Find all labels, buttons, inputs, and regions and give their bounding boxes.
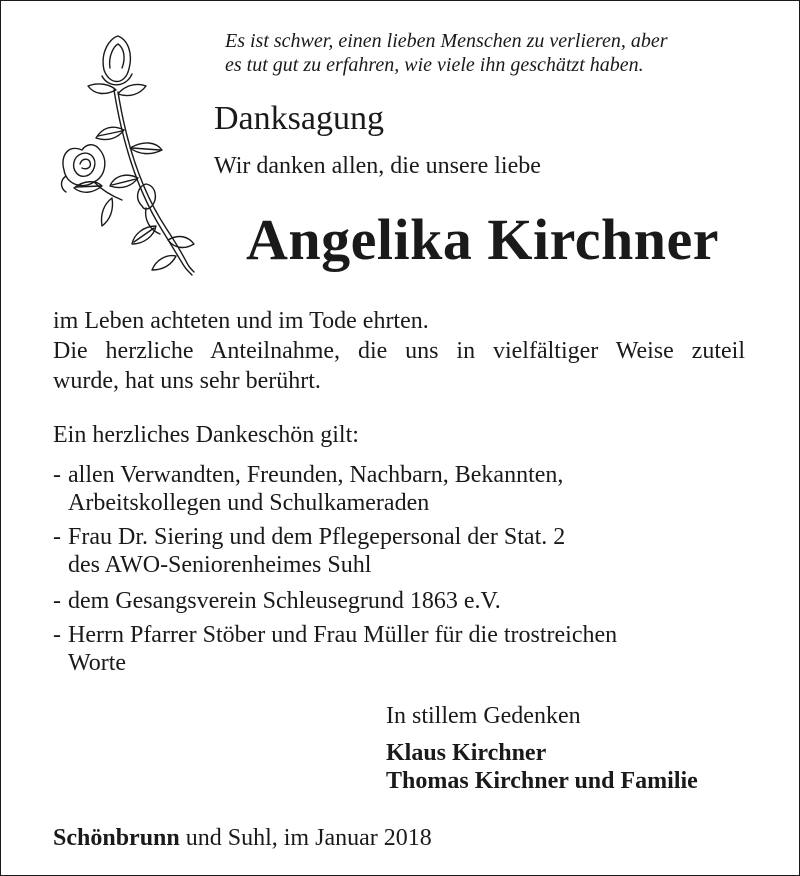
list-item: Frau Dr. Siering und dem Pflegepersonal der Stat. 2 xyxy=(68,524,566,550)
list-item: Herrn Pfarrer Stöber und Frau Müller für die trostreichen xyxy=(68,622,618,648)
date-text: und Suhl, im Januar 2018 xyxy=(179,825,432,851)
list-item-continuation: Arbeitskollegen und Schulkameraden xyxy=(68,490,430,516)
list-bullet: - xyxy=(53,588,61,614)
list-item: allen Verwandten, Freunden, Nachbarn, Bekannten, xyxy=(68,462,564,488)
body-line-3: wurde, hat uns sehr berührt. xyxy=(53,368,321,394)
list-bullet: - xyxy=(53,524,61,550)
list-item-continuation: des AWO-Seniorenheimes Suhl xyxy=(68,552,372,578)
heading: Danksagung xyxy=(214,100,384,137)
thanks-intro: Ein herzliches Dankeschön gilt: xyxy=(53,422,359,448)
body-line-2: Die herzliche Anteilnahme, die uns in vielfältiger Weise zuteil xyxy=(53,338,745,364)
list-bullet: - xyxy=(53,462,61,488)
rose-icon xyxy=(52,30,202,280)
place-date xyxy=(53,825,432,852)
body-line-1: im Leben achteten und im Tode ehrten. xyxy=(53,308,429,334)
intro-text: Wir danken allen, die unsere liebe xyxy=(214,153,541,179)
deceased-name: Angelika Kirchner xyxy=(246,207,720,272)
place-name: Schönbrunn xyxy=(53,825,180,851)
closing-text: In stillem Gedenken xyxy=(386,703,581,729)
quote-line-2: es tut gut zu erfahren, wie viele ihn geschätzt haben. xyxy=(225,54,644,76)
list-item-continuation: Worte xyxy=(68,650,127,676)
signatory: Thomas Kirchner und Familie xyxy=(386,768,698,794)
list-bullet: - xyxy=(53,622,61,648)
quote-line-1: Es ist schwer, einen lieben Menschen zu verlieren, aber xyxy=(225,30,668,52)
list-item: dem Gesangsverein Schleusegrund 1863 e.V. xyxy=(68,588,501,614)
signatory: Klaus Kirchner xyxy=(386,740,547,766)
